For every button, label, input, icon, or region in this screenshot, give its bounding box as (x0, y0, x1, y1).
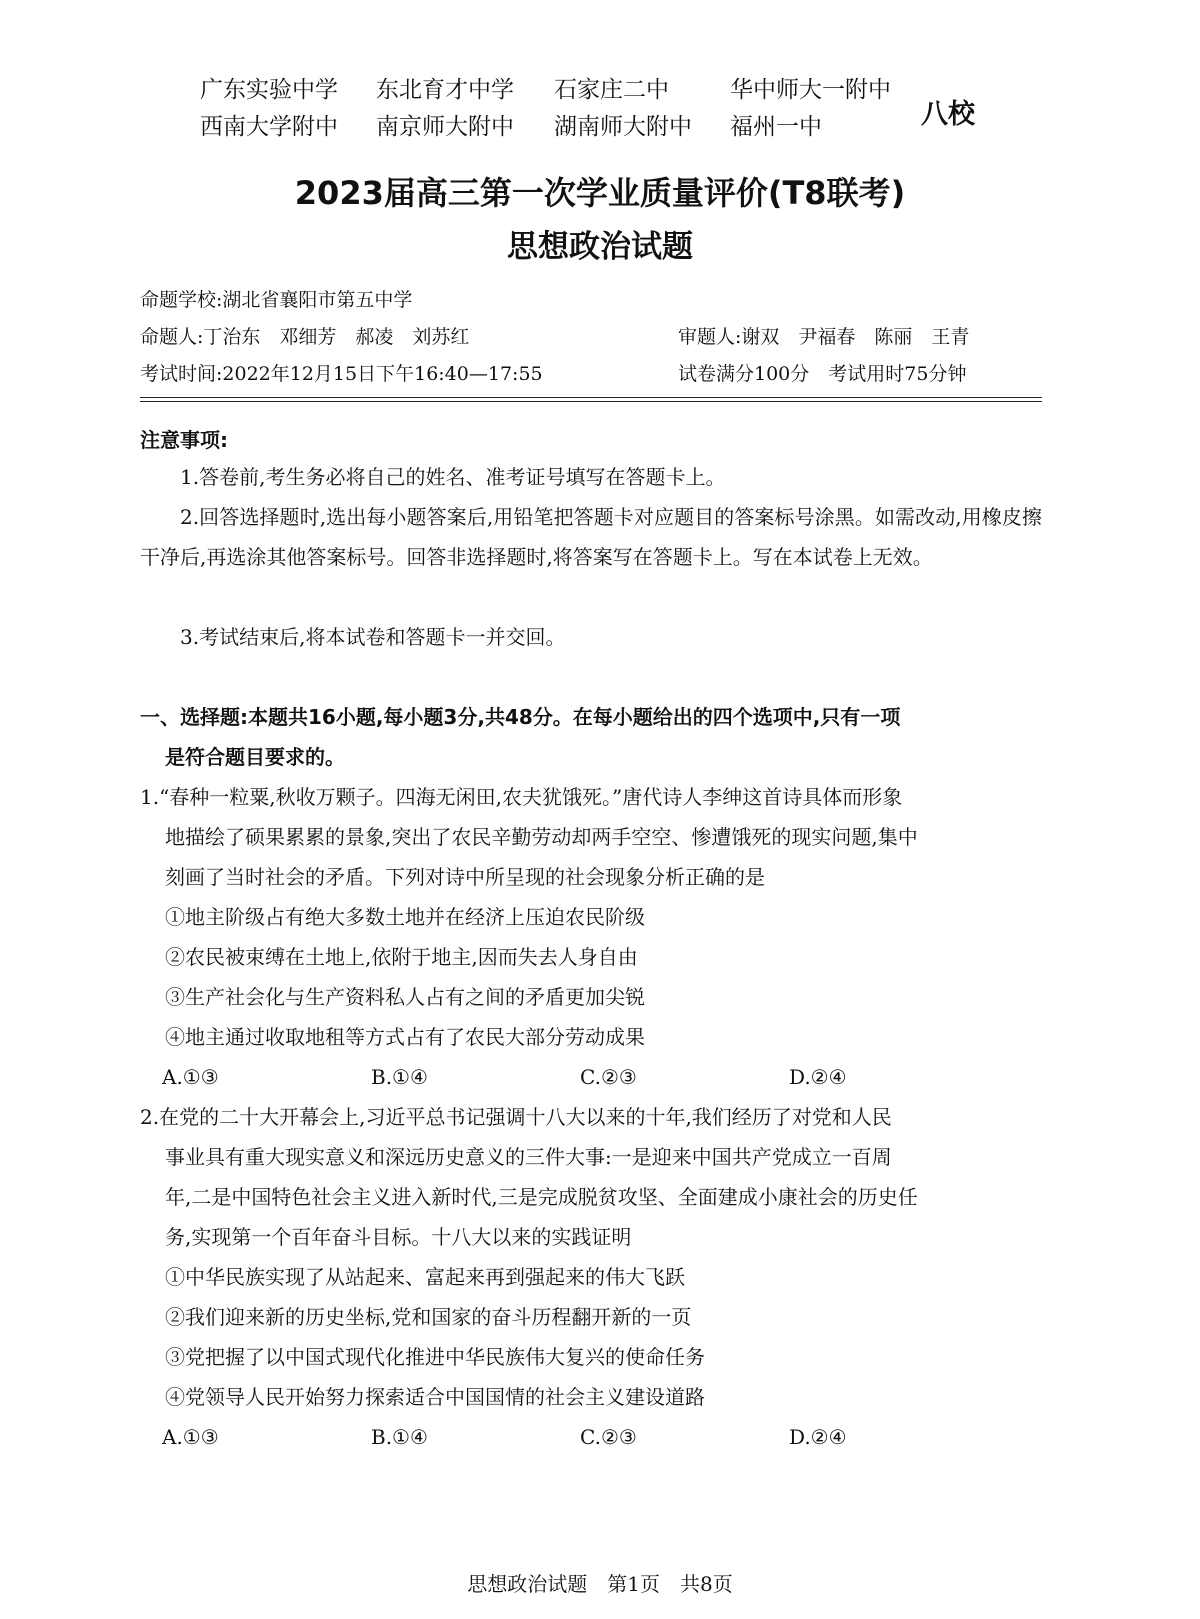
eight-schools-label: 八校 (921, 99, 975, 130)
answer-choice: B.①④ (371, 1425, 428, 1449)
section-heading-line: 是符合题目要求的。 (165, 745, 345, 769)
school-name: 湖南师大附中 (554, 114, 692, 140)
exam-subject: 思想政治试题 (507, 229, 693, 265)
school-row (200, 109, 960, 146)
meta-row (140, 320, 1040, 355)
question-1 (140, 777, 1042, 1097)
page-footer: 思想政治试题 第1页 共8页 (467, 1572, 733, 1596)
statement-option: ④地主通过收取地租等方式占有了农民大部分劳动成果 (165, 1025, 645, 1049)
notice-item: 3.考试结束后,将本试卷和答题卡一并交回。 (180, 625, 566, 649)
statement-option: ③党把握了以中国式现代化推进中华民族伟大复兴的使命任务 (165, 1345, 705, 1369)
divider (140, 397, 1042, 398)
school-name: 华中师大一附中 (730, 77, 891, 103)
school-name: 西南大学附中 (200, 114, 338, 140)
question-stem-line: 事业具有重大现实意义和深远历史意义的三件大事:一是迎来中国共产党成立一百周 (165, 1145, 892, 1169)
statement-option: ①中华民族实现了从站起来、富起来再到强起来的伟大飞跃 (165, 1265, 685, 1289)
question-stem-line: 年,二是中国特色社会主义进入新时代,三是完成脱贫攻坚、全面建成小康社会的历史任 (165, 1185, 918, 1209)
notice-title: 注意事项: (140, 428, 228, 452)
answer-choice: A.①③ (162, 1425, 219, 1449)
answer-choice: A.①③ (162, 1065, 219, 1089)
authors: 命题人:丁治东 邓细芳 郝凌 刘苏红 (140, 326, 470, 348)
section-heading (140, 697, 1042, 777)
question-stem-line: 2.在党的二十大开幕会上,习近平总书记强调十八大以来的十年,我们经历了对党和人民 (140, 1105, 892, 1129)
notice-item: 2.回答选择题时,选出每小题答案后,用铅笔把答题卡对应题目的答案标号涂黑。如需改动,用橡皮擦干净后,再选涂其他答案标号。回答非选择题时,将答案写在答题卡上。写在本试卷上无效。 (140, 505, 1042, 569)
question-stem-line: 地描绘了硕果累累的景象,突出了农民辛勤劳动却两手空空、惨遭饿死的现实问题,集中 (165, 825, 918, 849)
statement-option: ②我们迎来新的历史坐标,党和国家的奋斗历程翻开新的一页 (165, 1305, 692, 1329)
reviewers: 审题人:谢双 尹福春 陈丽 王青 (678, 326, 970, 348)
setting-school: 命题学校:湖北省襄阳市第五中学 (140, 289, 413, 311)
answer-choice: C.②③ (580, 1425, 637, 1449)
question-stem-line: 1.“春种一粒粟,秋收万颗子。四海无闲田,农夫犹饿死。”唐代诗人李绅这首诗具体而形象 (140, 785, 903, 809)
exam-score: 试卷满分100分 考试用时75分钟 (678, 363, 967, 385)
divider (140, 401, 1042, 402)
school-name: 南京师大附中 (376, 114, 514, 140)
answer-choice: C.②③ (580, 1065, 637, 1089)
statement-option: ③生产社会化与生产资料私人占有之间的矛盾更加尖锐 (165, 985, 645, 1009)
answer-choice: D.②④ (789, 1425, 847, 1449)
meta-row (140, 357, 1040, 392)
statement-option: ④党领导人民开始努力探索适合中国国情的社会主义建设道路 (165, 1385, 705, 1409)
question-stem-line: 刻画了当时社会的矛盾。下列对诗中所呈现的社会现象分析正确的是 (165, 865, 765, 889)
answer-choice: B.①④ (371, 1065, 428, 1089)
school-name: 福州一中 (730, 114, 822, 140)
answer-choices (140, 1417, 1042, 1457)
exam-title: 2023届高三第一次学业质量评价(T8联考) (294, 174, 906, 212)
question-stem-line: 务,实现第一个百年奋斗目标。十八大以来的实践证明 (165, 1225, 632, 1249)
school-row (200, 72, 960, 109)
question-2 (140, 1097, 1042, 1457)
answer-choice: D.②④ (789, 1065, 847, 1089)
school-name: 石家庄二中 (554, 77, 669, 103)
school-name: 广东实验中学 (200, 77, 338, 103)
answer-choices (140, 1057, 1042, 1097)
school-list (200, 72, 960, 146)
notice-item: 1.答卷前,考生务必将自己的姓名、准考证号填写在答题卡上。 (180, 465, 726, 489)
exam-time: 考试时间:2022年12月15日下午16:40—17:55 (140, 363, 543, 385)
school-name: 东北育才中学 (376, 77, 514, 103)
statement-option: ②农民被束缚在土地上,依附于地主,因而失去人身自由 (165, 945, 638, 969)
statement-option: ①地主阶级占有绝大多数土地并在经济上压迫农民阶级 (165, 905, 645, 929)
section-heading-line: 一、选择题:本题共16小题,每小题3分,共48分。在每小题给出的四个选项中,只有一项 (140, 705, 901, 729)
